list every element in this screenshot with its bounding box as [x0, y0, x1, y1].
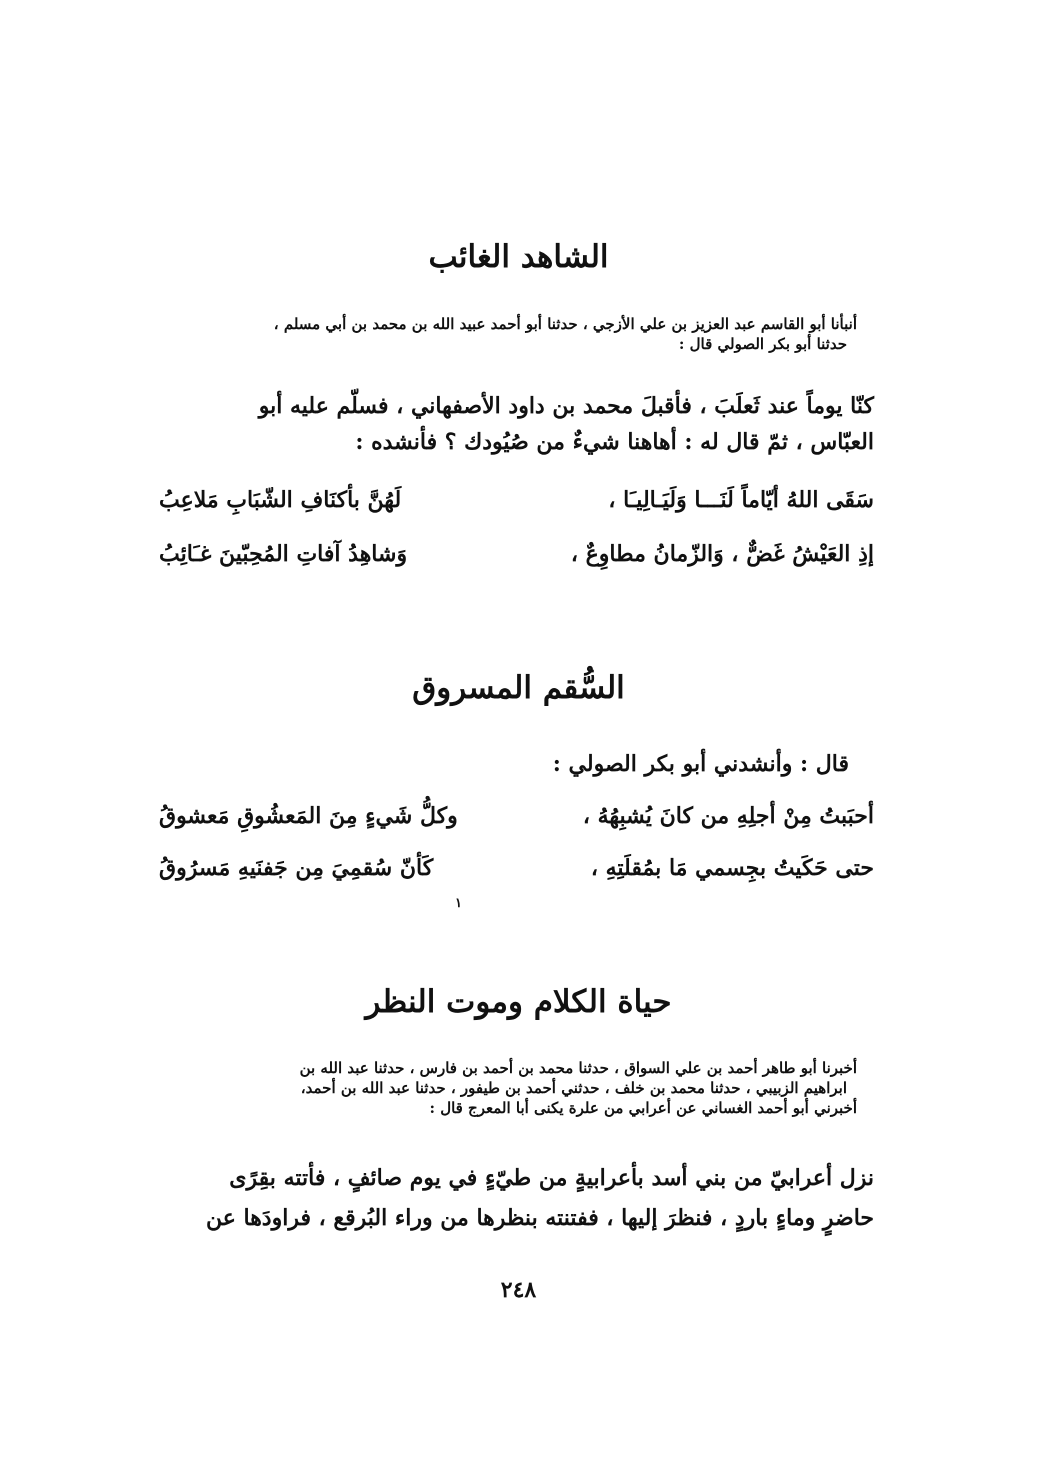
verse-2-2-first-hemistich: حتى حَكَيتُ بجِسمي مَا بمُقلَتِهِ ،	[590, 855, 874, 881]
section-title-3: حياة الكلام وموت النظر	[365, 984, 672, 1020]
verse-2-2-second-hemistich: كَأنّ سُقمِيَ مِن جَفنَيهِ مَسرُوقُ	[159, 855, 434, 881]
verse-1-2-second-hemistich: وَشاهِدُ آفاتِ المُحِبّينَ غـَائِبُ	[159, 541, 408, 567]
verse-2-1-first-hemistich: أحبَبتُ مِنْ أجلِهِ من كانَ يُشبِهُهُ ،	[582, 803, 874, 829]
prose-2	[134, 746, 849, 782]
section-title-1: الشاهد الغائب	[428, 239, 609, 275]
footnote-mark: ١	[455, 896, 462, 911]
isnad-3-line-2: ابراهيم الزبيبي ، حدثنا محمد بن خلف ، حدثني أحمد بن طيفور ، حدثنا عبد الله بن أحمد،	[300, 1079, 847, 1097]
verse-1-1-second-hemistich: لَهُنَّ بأكنَافِ الشّبَابِ مَلاعِبُ	[159, 487, 402, 513]
prose-1-line-2: العبّاس ، ثمّ قال له : أهاهنا شيءٌ من صُيُودك ؟ فأنشده :	[355, 429, 874, 455]
verse-1-2-first-hemistich: إذِ العَيْشُ غَضٌّ ، وَالزّمانُ مطاوِعٌ ،	[570, 541, 874, 567]
isnad-1-line-2: حدثنا أبو بكر الصولي قال :	[678, 335, 847, 353]
isnad-3-line-3: أخبرني أبو أحمد الغساني عن أعرابي من علرة يكنى أبا المعرج قال :	[429, 1099, 857, 1117]
section-title-2: السُّقم المسروق	[412, 670, 625, 706]
prose-1-line-1: كنّا يوماً عند ثَعلَبَ ، فأقبلَ محمد بن داود الأصفهاني ، فسلّم عليه أبو	[258, 393, 874, 419]
verse-2-2	[159, 846, 874, 890]
prose-3-line-2: حاضرٍ وماءٍ باردٍ ، فنظرَ إليها ، ففتنته بنظرها من وراء البُرقع ، فراودَها عن	[205, 1205, 874, 1231]
prose-3-line-1: نزل أعرابيّ من بني أسد بأعرابيةٍ من طيّءٍ في يوم صائفٍ ، فأتته بقِرًى	[229, 1165, 874, 1191]
verse-1-1	[159, 478, 874, 522]
isnad-3	[157, 1058, 857, 1118]
page-number: ٢٤٨	[500, 1277, 537, 1303]
isnad-1	[177, 314, 857, 354]
verse-1-2	[159, 532, 874, 576]
prose-2-line-1: قال : وأنشدني أبو بكر الصولي :	[552, 751, 849, 777]
verse-1-1-first-hemistich: سَقَى اللهُ أيّاماً لَنَـــا وَلَيَـالِيـَا ،	[608, 487, 874, 513]
isnad-3-line-1: أخبرنا أبو طاهر أحمد بن علي السواق ، حدثنا محمد بن أحمد بن فارس ، حدثنا عبد الله بن	[299, 1059, 857, 1077]
verse-2-1	[159, 794, 874, 838]
prose-3	[159, 1158, 874, 1238]
verse-2-1-second-hemistich: وكلُّ شَيءٍ مِنَ المَعشُوقِ مَعشوقُ	[159, 803, 458, 829]
prose-1	[159, 388, 874, 460]
isnad-1-line-1: أنبأنا أبو القاسم عبد العزيز بن علي الأزجي ، حدثنا أبو أحمد عبيد الله بن محمد بن أبي مسلم ،	[273, 315, 857, 333]
